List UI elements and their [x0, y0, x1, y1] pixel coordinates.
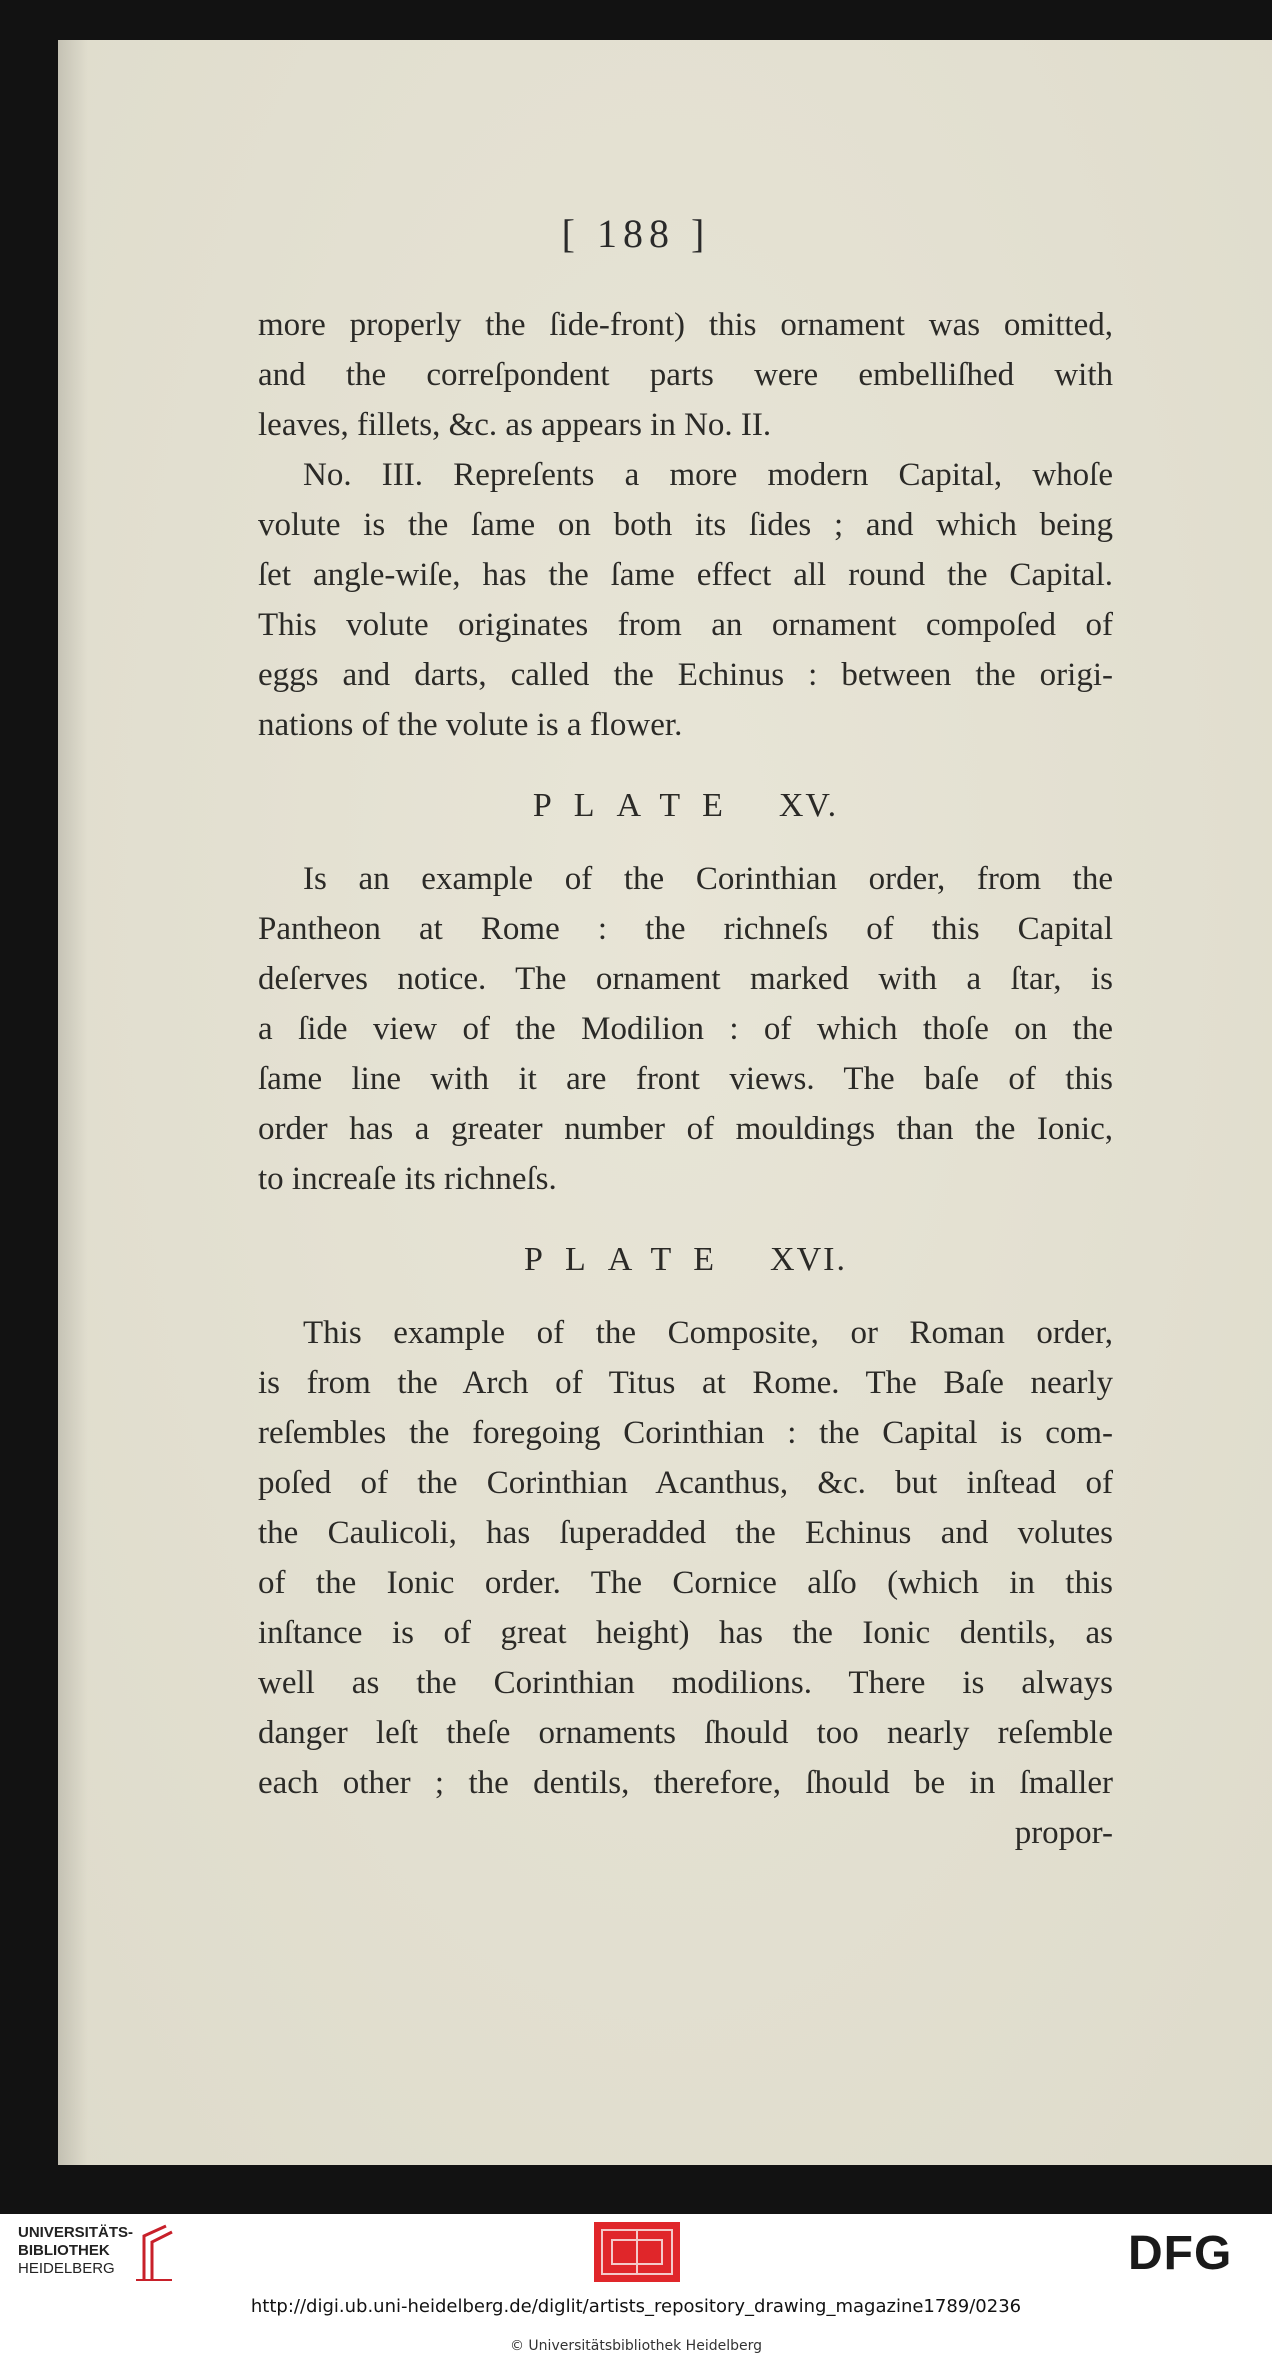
text-line: order has a greater number of mouldings than the Ionic, — [258, 1111, 1113, 1147]
emblem-pattern-icon — [594, 2222, 680, 2282]
text-line: each other ; the dentils, therefore, ſhould be in ſmaller — [258, 1765, 1113, 1801]
library-name-line: UNIVERSITÄTS- — [18, 2224, 134, 2241]
heading-word: PLATE — [524, 1241, 737, 1278]
paragraph-continuation — [258, 300, 1113, 450]
page-number: [ 188 ] — [561, 211, 711, 256]
text-line: is from the Arch of Titus at Rome. The Baſe nearly — [258, 1365, 1113, 1401]
page-gutter-shadow — [58, 40, 88, 2165]
text-line: Is an example of the Corinthian order, from the — [303, 861, 1113, 897]
text-line: nations of the volute is a flower. — [258, 707, 683, 743]
paragraph-plate-xvi — [258, 1308, 1113, 1808]
text-line: a ſide view of the Modilion : of which thoſe on the — [258, 1011, 1113, 1047]
text-line: This example of the Composite, or Roman order, — [303, 1315, 1113, 1351]
paragraph-plate-xv — [258, 854, 1113, 1204]
text-line: No. III. Repreſents a more modern Capital, whoſe — [303, 457, 1113, 493]
text-line: well as the Corinthian modilions. There is always — [258, 1665, 1113, 1701]
text-line: ſame line with it are front views. The baſe of this — [258, 1061, 1113, 1097]
text-line: and the correſpondent parts were embelliſhed with — [258, 357, 1113, 393]
heading-numeral: XV. — [778, 787, 839, 824]
text-line: poſed of the Corinthian Acanthus, &c. but inſtead of — [258, 1465, 1113, 1501]
copyright-text: © Universitätsbibliothek Heidelberg — [509, 2338, 762, 2354]
text-line: inſtance is of great height) has the Ionic dentils, as — [258, 1615, 1113, 1651]
text-line: more properly the ſide-front) this ornament was omitted, — [258, 307, 1113, 343]
catchword: propor- — [1014, 1815, 1113, 1851]
library-name-line: BIBLIOTHEK — [18, 2242, 110, 2259]
dfg-logo[interactable]: DFG — [1128, 2227, 1233, 2280]
text-line: deſerves notice. The ornament marked with a ſtar, is — [258, 961, 1113, 997]
text-line: of the Ionic order. The Cornice alſo (which in this — [258, 1565, 1113, 1601]
text-block — [258, 300, 1113, 1858]
paragraph-no-iii — [258, 450, 1113, 750]
library-mark-icon — [130, 2222, 176, 2284]
text-line: ſet angle-wiſe, has the ſame effect all round the Capital. — [258, 557, 1113, 593]
text-line: the Caulicoli, has ſuperadded the Echinus and volutes — [258, 1515, 1113, 1551]
text-line: to increaſe its richneſs. — [258, 1161, 557, 1197]
heading-plate-xvi — [258, 1226, 1113, 1294]
text-line: danger leſt theſe ornaments ſhould too nearly reſemble — [258, 1715, 1113, 1751]
heading-plate-xv — [258, 772, 1113, 840]
text-line: Pantheon at Rome : the richneſs of this Capital — [258, 911, 1113, 947]
library-name-line: HEIDELBERG — [18, 2260, 115, 2277]
text-line: volute is the ſame on both its ſides ; and which being — [258, 507, 1113, 543]
episteme-emblem-icon[interactable] — [594, 2222, 680, 2282]
text-line: eggs and darts, called the Echinus : between the origi- — [258, 657, 1113, 693]
text-line: This volute originates from an ornament compoſed of — [258, 607, 1113, 643]
heading-numeral: XVI. — [770, 1241, 847, 1278]
permalink-url[interactable]: http://digi.ub.uni-heidelberg.de/diglit/artists_repository_drawing_magazine1789/0236 — [250, 2296, 1022, 2317]
text-line: reſembles the foregoing Corinthian : the Capital is com- — [258, 1415, 1113, 1451]
heading-word: PLATE — [532, 787, 745, 824]
text-line: leaves, fillets, &c. as appears in No. II. — [258, 407, 772, 443]
